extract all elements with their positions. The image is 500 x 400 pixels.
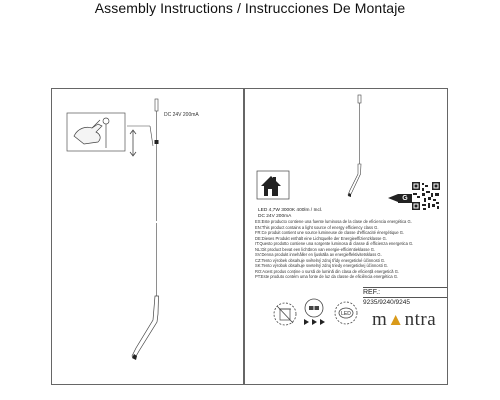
led-lamp-icon [333, 300, 359, 326]
energy-statement: SV:Denna produkt innehåller en ljuskälla av energieffektivitetsklass G. [255, 252, 382, 257]
energy-statement: DE:Dieses Produkt enthält eine Lichtquelle der Energieeffizienzklasse G. [255, 235, 387, 241]
qr-code[interactable] [411, 181, 441, 211]
energy-statement: EN:This product contains a light source of energy efficiency class G. [255, 224, 379, 230]
brand-suffix: ntra [404, 309, 437, 330]
energy-statement: PT:Este produto contém uma fonte de luz da classe de eficiência energética G. [255, 274, 399, 279]
brand-triangle-icon: ▲ [387, 310, 405, 329]
energy-class-statements [255, 219, 413, 280]
brand-prefix: m [372, 309, 388, 330]
energy-class-badge: G [398, 194, 412, 203]
reference-label: REF.: [363, 289, 381, 296]
spec-line: LED 4,7W 3000K 400lm / Incl. [258, 208, 323, 213]
sequence-arrows-icon [303, 318, 327, 326]
energy-statement: CZ:Tento výrobek obsahuje světelný zdroj třídy energetické účinnosti G. [255, 257, 386, 263]
reference-codes: 9235/9240/9245 [363, 297, 447, 306]
energy-statement: SK:Tento výrobok obsahuje svetelný zdroj triedy energetickej účinnosti G. [255, 263, 389, 268]
brand-logo [372, 309, 436, 331]
led-badge-label: LED [341, 311, 351, 317]
page-title: Assembly Instructions / Instrucciones De Montaje [94, 0, 406, 16]
indoor-use-house-icon [256, 170, 290, 200]
disposal-bin-icon [272, 300, 298, 328]
spec-line: DC 24V 200mA [258, 213, 292, 219]
pendant-lamp-drawing-right [340, 92, 370, 202]
energy-statement: FR:Ce produit contient une source lumineuse de classe d'efficacité énergétique G. [255, 230, 405, 235]
energy-statement: IT:Questo prodotto contiene una sorgente luminosa di classe di efficienza energetica G. [255, 241, 414, 246]
pendant-lamp-drawing-left [115, 96, 175, 366]
reference-block [363, 287, 447, 306]
energy-statement: RO:Acest produs conține o sursă de lumină din clasa de eficiență energetică G. [255, 268, 400, 274]
left-electrical-spec: DC 24V 200mA [164, 112, 199, 118]
energy-statement: NL:Dit product bevat een lichtbron van energie-efficiëntieklasse G. [255, 246, 376, 252]
energy-statement: ES:Este producto contiene una fuente luminosa de la clase de eficiencia energética G. [255, 219, 412, 224]
right-electrical-spec [258, 208, 322, 219]
energy-class-arrow-icon [388, 194, 398, 202]
no-tools-required-icon [302, 297, 326, 319]
